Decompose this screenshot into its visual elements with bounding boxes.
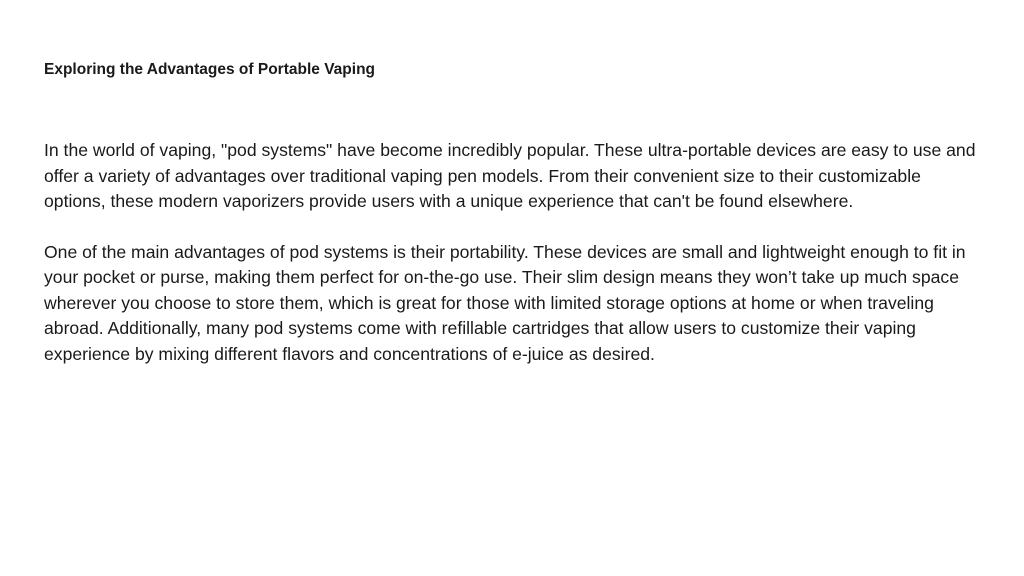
article-body (44, 138, 980, 392)
paragraph-intro: In the world of vaping, "pod systems" have become incredibly popular. These ultra-portable devices are easy to use and offer a variety of advantages over traditional vaping pen models. From their convenient size to their customizable options, these modern vaporizers provide users with a unique experience that can't be found elsewhere. (44, 140, 976, 211)
page-title: Exploring the Advantages of Portable Vaping (44, 61, 376, 78)
paragraph-portability: One of the main advantages of pod systems is their portability. These devices are small and lightweight enough to fit in your pocket or purse, making them perfect for on-the-go use. Their slim design means they won’t take up much space wherever you choose to store them, which is great for those with limited storage options at home or when traveling abroad. Additionally, many pod systems come with refillable cartridges that allow users to customize their vaping experience by mixing different flavors and concentrations of e-juice as desired. (44, 241, 966, 364)
